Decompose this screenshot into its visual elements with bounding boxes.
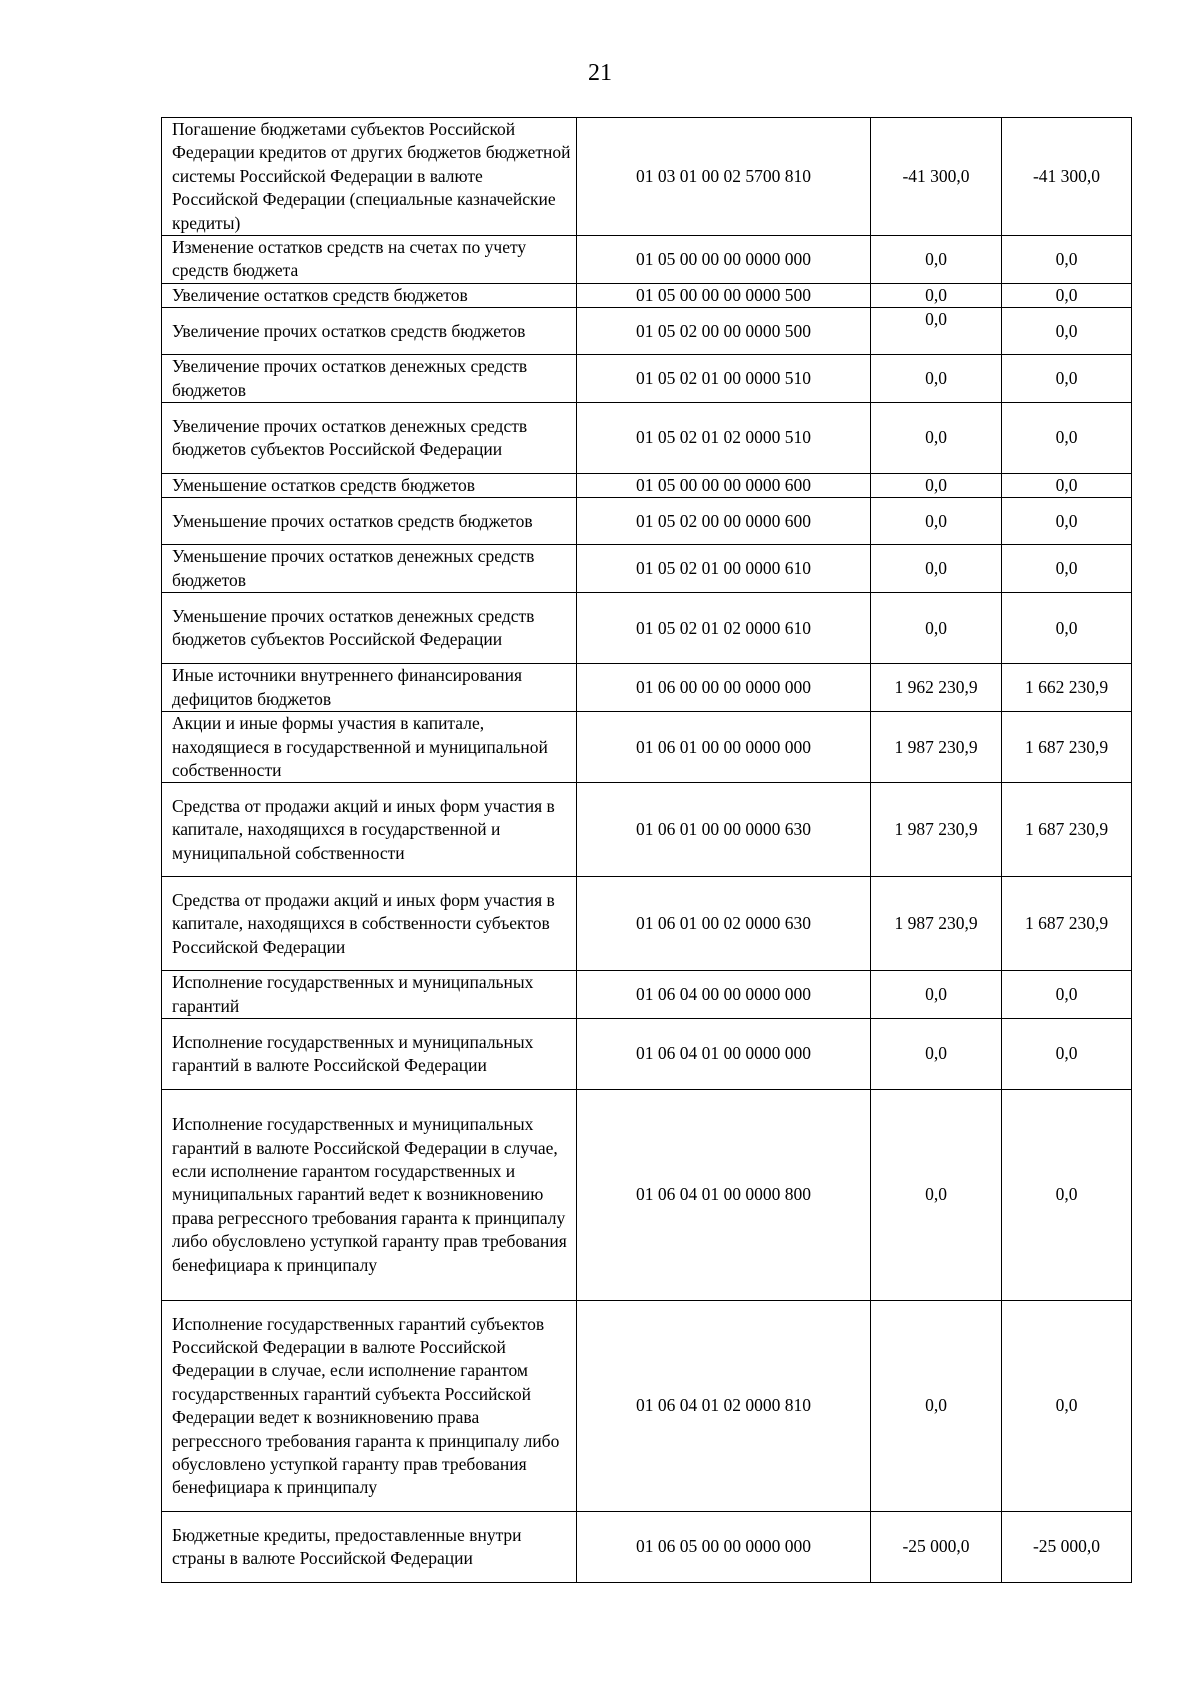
- row-value-2: 1 687 230,9: [1002, 783, 1132, 877]
- table-row: [162, 1019, 1132, 1090]
- table-row: [162, 712, 1132, 783]
- row-name: Иные источники внутреннего финансирования дефицитов бюджетов: [162, 664, 577, 712]
- table-row: [162, 971, 1132, 1019]
- row-code: 01 05 02 00 00 0000 500: [577, 308, 871, 355]
- table-row: [162, 403, 1132, 474]
- table-row: [162, 498, 1132, 545]
- row-name: Уменьшение прочих остатков денежных средств бюджетов субъектов Российской Федерации: [162, 593, 577, 664]
- row-value-1: 0,0: [871, 355, 1002, 403]
- row-value-1: 0,0: [871, 971, 1002, 1019]
- table-row: [162, 283, 1132, 307]
- table-row: [162, 664, 1132, 712]
- row-value-1: 0,0: [871, 545, 1002, 593]
- row-name: Погашение бюджетами субъектов Российской Федерации кредитов от других бюджетов бюджетной системы Российской Федерации в валюте Российской Федерации (специальные казначейские кредиты): [162, 118, 577, 236]
- row-value-1: 1 962 230,9: [871, 664, 1002, 712]
- row-name: Изменение остатков средств на счетах по учету средств бюджета: [162, 236, 577, 284]
- table-row: [162, 877, 1132, 971]
- row-value-2: 0,0: [1002, 474, 1132, 498]
- row-name: Исполнение государственных и муниципальных гарантий в валюте Российской Федерации: [162, 1019, 577, 1090]
- row-name: Уменьшение прочих остатков денежных средств бюджетов: [162, 545, 577, 593]
- row-value-1: 1 987 230,9: [871, 712, 1002, 783]
- row-code: 01 05 02 00 00 0000 600: [577, 498, 871, 545]
- row-code: 01 06 01 00 00 0000 630: [577, 783, 871, 877]
- table-row: [162, 593, 1132, 664]
- page-number: 21: [588, 60, 612, 86]
- row-value-1: 0,0: [871, 593, 1002, 664]
- table-body: [162, 118, 1132, 1583]
- row-value-2: -41 300,0: [1002, 118, 1132, 236]
- table-row: [162, 545, 1132, 593]
- row-name: Исполнение государственных и муниципальных гарантий: [162, 971, 577, 1019]
- row-code: 01 06 04 01 02 0000 810: [577, 1301, 871, 1512]
- row-code: 01 06 04 01 00 0000 800: [577, 1090, 871, 1301]
- row-name: Средства от продажи акций и иных форм участия в капитале, находящихся в собственности субъектов Российской Федерации: [162, 877, 577, 971]
- row-code: 01 03 01 00 02 5700 810: [577, 118, 871, 236]
- row-name: Увеличение прочих остатков денежных средств бюджетов субъектов Российской Федерации: [162, 403, 577, 474]
- row-value-2: 0,0: [1002, 1301, 1132, 1512]
- row-name: Средства от продажи акций и иных форм участия в капитале, находящихся в государственной и муниципальной собственности: [162, 783, 577, 877]
- table-row: [162, 1512, 1132, 1583]
- row-value-2: 0,0: [1002, 283, 1132, 307]
- row-value-1: 0,0: [871, 1090, 1002, 1301]
- row-value-2: -25 000,0: [1002, 1512, 1132, 1583]
- table-row: [162, 783, 1132, 877]
- row-value-2: 0,0: [1002, 236, 1132, 284]
- row-name: Исполнение государственных и муниципальных гарантий в валюте Российской Федерации в случае, если исполнение гарантом государственных и муниципальных гарантий ведет к возникновению права регрессного требования гаранта к принципалу либо обусловлено уступкой гаранту прав требования бенефициара к принципалу: [162, 1090, 577, 1301]
- row-code: 01 06 00 00 00 0000 000: [577, 664, 871, 712]
- row-code: 01 05 00 00 00 0000 000: [577, 236, 871, 284]
- row-code: 01 06 05 00 00 0000 000: [577, 1512, 871, 1583]
- row-value-2: 1 662 230,9: [1002, 664, 1132, 712]
- row-name: Уменьшение прочих остатков средств бюджетов: [162, 498, 577, 545]
- table-row: [162, 308, 1132, 355]
- row-code: 01 05 02 01 00 0000 510: [577, 355, 871, 403]
- row-value-2: 0,0: [1002, 498, 1132, 545]
- row-value-2: 0,0: [1002, 593, 1132, 664]
- row-code: 01 05 02 01 02 0000 510: [577, 403, 871, 474]
- row-value-2: 0,0: [1002, 403, 1132, 474]
- row-value-1: 1 987 230,9: [871, 877, 1002, 971]
- row-value-2: 0,0: [1002, 545, 1132, 593]
- row-value-1: 0,0: [871, 308, 1002, 355]
- budget-sources-table: [161, 117, 1132, 1583]
- table-row: [162, 118, 1132, 236]
- row-code: 01 05 00 00 00 0000 500: [577, 283, 871, 307]
- row-value-1: 0,0: [871, 403, 1002, 474]
- row-name: Уменьшение остатков средств бюджетов: [162, 474, 577, 498]
- row-name: Увеличение остатков средств бюджетов: [162, 283, 577, 307]
- table-row: [162, 1090, 1132, 1301]
- row-value-2: 0,0: [1002, 1090, 1132, 1301]
- row-value-2: 0,0: [1002, 355, 1132, 403]
- row-value-2: 0,0: [1002, 308, 1132, 355]
- row-name: Увеличение прочих остатков денежных средств бюджетов: [162, 355, 577, 403]
- row-code: 01 05 02 01 00 0000 610: [577, 545, 871, 593]
- row-code: 01 06 01 00 02 0000 630: [577, 877, 871, 971]
- table-row: [162, 355, 1132, 403]
- row-value-2: 0,0: [1002, 1019, 1132, 1090]
- row-value-2: 1 687 230,9: [1002, 877, 1132, 971]
- row-code: 01 06 01 00 00 0000 000: [577, 712, 871, 783]
- table-row: [162, 236, 1132, 284]
- row-value-1: -25 000,0: [871, 1512, 1002, 1583]
- row-name: Акции и иные формы участия в капитале, находящиеся в государственной и муниципальной собственности: [162, 712, 577, 783]
- row-value-1: 0,0: [871, 1019, 1002, 1090]
- row-code: 01 05 02 01 02 0000 610: [577, 593, 871, 664]
- row-value-1: 0,0: [871, 283, 1002, 307]
- row-name: Увеличение прочих остатков средств бюджетов: [162, 308, 577, 355]
- row-value-1: 0,0: [871, 236, 1002, 284]
- row-value-1: 0,0: [871, 498, 1002, 545]
- row-code: 01 05 00 00 00 0000 600: [577, 474, 871, 498]
- table-row: [162, 474, 1132, 498]
- row-value-1: 0,0: [871, 474, 1002, 498]
- row-value-2: 1 687 230,9: [1002, 712, 1132, 783]
- row-value-1: 0,0: [871, 1301, 1002, 1512]
- row-name: Бюджетные кредиты, предоставленные внутри страны в валюте Российской Федерации: [162, 1512, 577, 1583]
- row-value-1: -41 300,0: [871, 118, 1002, 236]
- row-value-2: 0,0: [1002, 971, 1132, 1019]
- row-code: 01 06 04 00 00 0000 000: [577, 971, 871, 1019]
- table-row: [162, 1301, 1132, 1512]
- row-name: Исполнение государственных гарантий субъектов Российской Федерации в валюте Российской Федерации в случае, если исполнение гарантом государственных гарантий субъекта Российской Федерации ведет к возникновению права регрессного требования гаранта к принципалу либо обусловлено уступкой гаранту прав требования бенефициара к принципалу: [162, 1301, 577, 1512]
- row-value-1: 1 987 230,9: [871, 783, 1002, 877]
- row-code: 01 06 04 01 00 0000 000: [577, 1019, 871, 1090]
